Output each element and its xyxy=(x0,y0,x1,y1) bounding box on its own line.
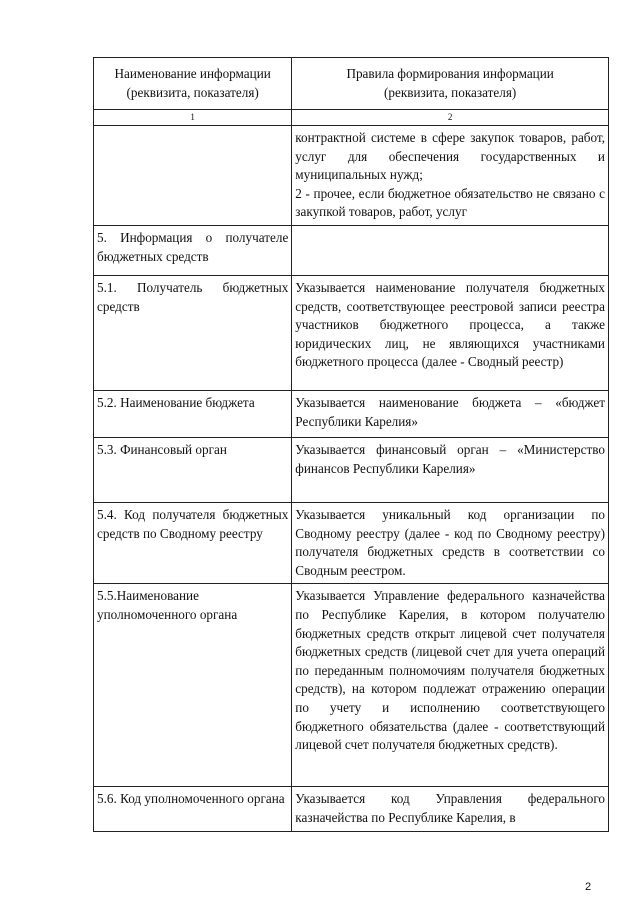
row-name-cell: 5.1. Получатель бюджетных средств xyxy=(94,275,292,390)
column-numbers-row xyxy=(94,110,609,126)
column-number-1: 1 xyxy=(94,110,292,126)
row-name-cell: 5.4. Код получателя бюджетных средств по Сводному реестру xyxy=(94,502,292,583)
row-rules-cell: Указывается Управление федерального казначейства по Республике Карелия, в котором получателю бюджетных средств открыт лицевой счет получателя бюджетных средств (лицевой счет для учета операций по переданным полномочиям получателя бюджетных средств), на котором подлежат отражению операции по учету и исполнению соответствующего бюджетного обязательства (далее - соответствующий лицевой счет получателя бюджетных средств). xyxy=(292,584,609,787)
table-row xyxy=(94,126,609,226)
header-col-name: Наименование информации (реквизита, показателя) xyxy=(94,58,292,110)
table-row xyxy=(94,584,609,787)
row-rules-cell: Указывается финансовый орган – «Министерство финансов Республики Карелия» xyxy=(292,437,609,502)
row-rules-cell: Указывается наименование получателя бюджетных средств, соответствующее реестровой записи реестра участников бюджетного процесса, а также юридических лиц, не являющихся участниками бюджетного процесса (далее - Сводный реестр) xyxy=(292,275,609,390)
row-name-cell: 5.6. Код уполномоченного органа xyxy=(94,787,292,831)
row-name-cell: 5.3. Финансовый орган xyxy=(94,437,292,502)
row-rules-cell xyxy=(292,225,609,275)
table-row xyxy=(94,502,609,583)
header-col-rules: Правила формирования информации (реквизита, показателя) xyxy=(292,58,609,110)
column-number-2: 2 xyxy=(292,110,609,126)
page-number: 2 xyxy=(585,881,592,893)
row-rules-cell: Указывается код Управления федерального казначейства по Республике Карелия, в xyxy=(292,787,609,831)
row-rules-cell: Указывается наименование бюджета – «бюджет Республики Карелия» xyxy=(292,390,609,437)
row-rules-cell: Указывается уникальный код организации по Сводному реестру (далее - код по Сводному реестру) получателя бюджетных средств в соответствии со Сводным реестром. xyxy=(292,502,609,583)
row-name-cell xyxy=(94,126,292,226)
table-row xyxy=(94,275,609,390)
table-row xyxy=(94,225,609,275)
table-header-row xyxy=(94,58,609,110)
row-name-cell: 5.5.Наименование уполномоченного органа xyxy=(94,584,292,787)
row-name-cell: 5.2. Наименование бюджета xyxy=(94,390,292,437)
row-name-cell: 5. Информация о получателе бюджетных средств xyxy=(94,225,292,275)
table-row xyxy=(94,787,609,831)
row-rules-cell: контрактной системе в сфере закупок товаров, работ, услуг для обеспечения государственных и муниципальных нужд; 2 - прочее, если бюджетное обязательство не связано с закупкой товаров, работ, услуг xyxy=(292,126,609,226)
rules-table xyxy=(93,57,609,832)
table-row xyxy=(94,437,609,502)
table-row xyxy=(94,390,609,437)
